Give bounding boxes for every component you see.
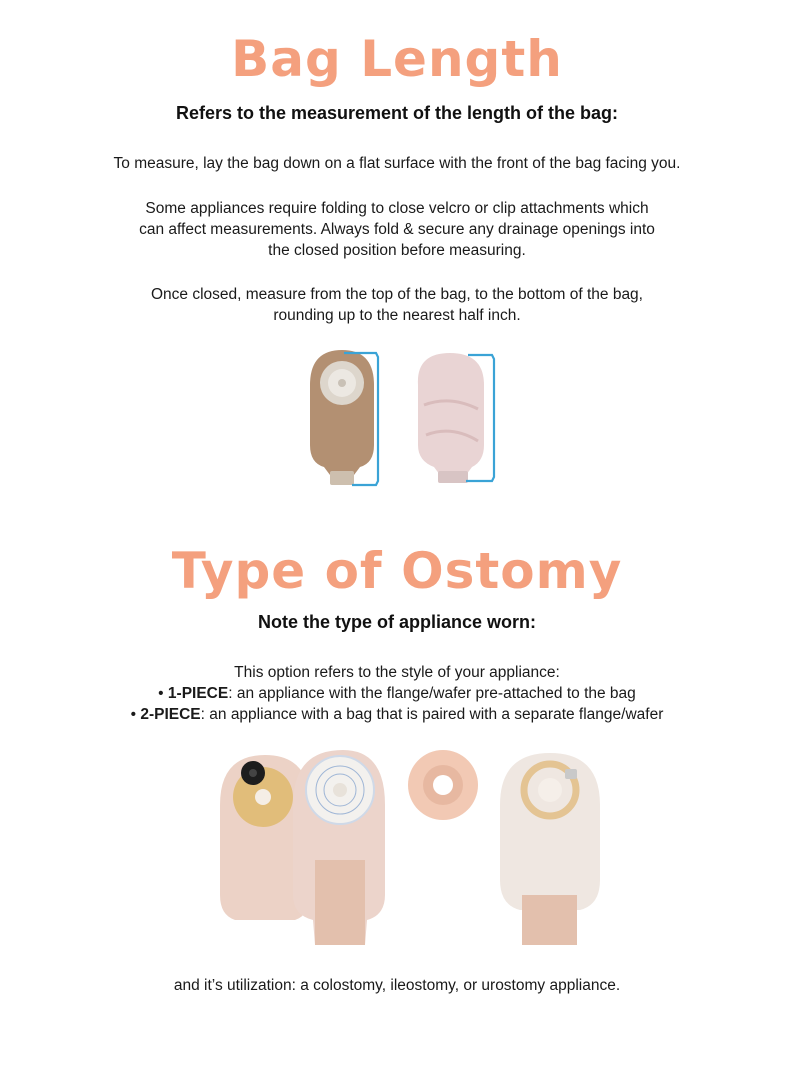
type-of-ostomy-subtitle: Note the type of appliance worn: [257,612,537,632]
text-line: This option refers to the style of your appliance: [234,664,560,681]
bag-length-paragraph-1 [60,153,734,174]
text-line: can affect measurements. Always fold & secure any drainage openings into [139,221,655,238]
bag-length-subtitle: Refers to the measurement of the length of the bag: [175,103,619,123]
ostomy-footer [60,975,734,996]
bullet-term: 1-PIECE [167,685,229,702]
appliance-types-figure [215,745,615,950]
bag-length-title: Bag Length [231,30,563,88]
text-line: the closed position before measuring. [268,242,526,259]
bullet-prefix: • [130,706,141,723]
pink-pouch-image [418,353,494,483]
bag-measurement-figure [300,345,500,495]
text-line: To measure, lay the bag down on a flat surface with the front of the bag facing you. [113,155,681,172]
text-line: and it’s utilization: a colostomy, ileostomy, or urostomy appliance. [173,977,621,994]
one-piece-pouch-image [220,750,385,945]
text-line: Once closed, measure from the top of the bag, to the bottom of the bag, [151,286,643,303]
type-of-ostomy-title: Type of Ostomy [171,542,623,600]
two-piece-flange-image [408,750,478,820]
bullet-2-piece [60,704,734,725]
bullet-text: : an appliance with the flange/wafer pre-attached to the bag [228,685,636,702]
bullet-text: : an appliance with a bag that is paired with a separate flange/wafer [200,706,664,723]
ostomy-description [60,662,734,725]
bullet-prefix: • [158,685,168,702]
bullet-1-piece [60,683,734,704]
text-line: rounding up to the nearest half inch. [273,307,521,324]
beige-pouch-image [310,350,378,485]
bullet-term: 2-PIECE [140,706,201,723]
bag-length-paragraph-3 [60,284,734,326]
bag-length-paragraph-2 [60,198,734,261]
two-piece-pouch-image [500,753,600,945]
text-line: Some appliances require folding to close velcro or clip attachments which [145,200,649,217]
